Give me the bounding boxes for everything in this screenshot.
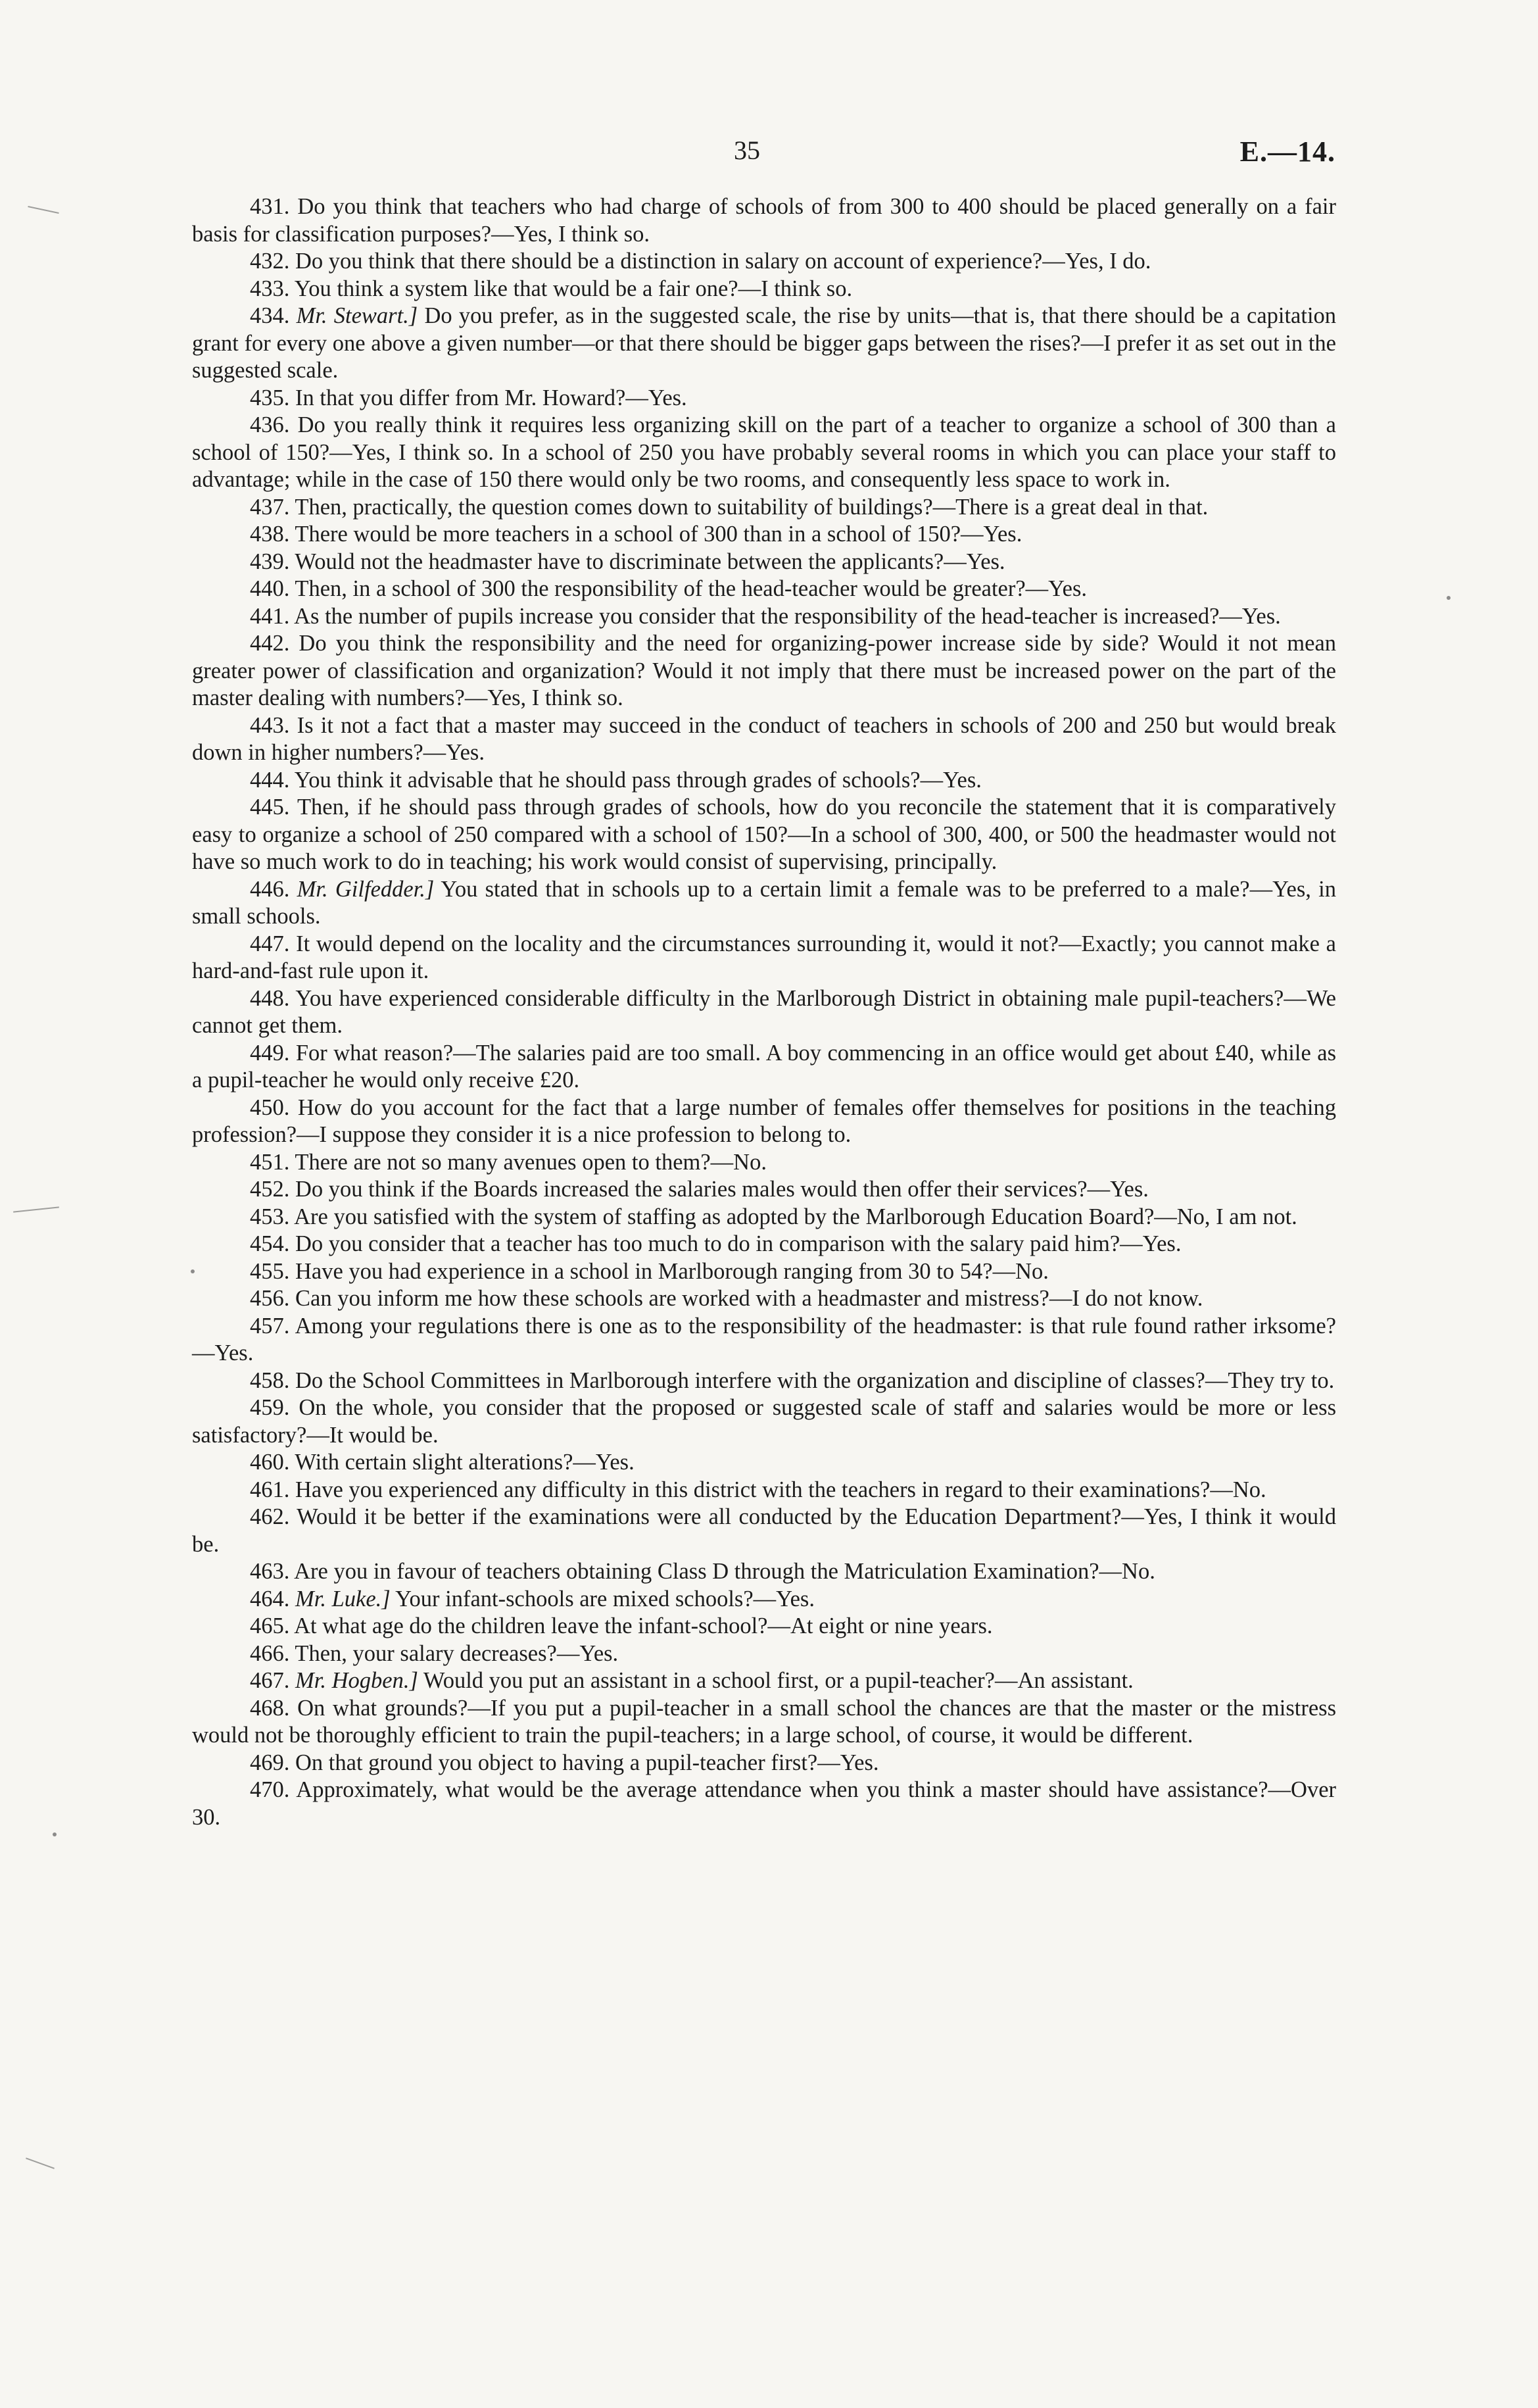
scan-speck [53,1832,57,1836]
question-number: 448. [250,985,290,1011]
question-answer-text: You think it advisable that he should pass through grades of schools?—Yes. [294,767,982,793]
question-number: 442. [250,631,290,656]
question-number: 432. [250,249,290,274]
question-number: 447. [250,931,290,956]
question-number: 443. [250,712,290,738]
question-number: 435. [250,385,290,410]
testimony-entry [192,1231,1336,1258]
question-number: 462. [250,1504,290,1529]
question-answer-text: As the number of pupils increase you consider that the responsibility of the head-teacher is increased?—Yes. [294,603,1281,629]
testimony-entry [192,1285,1336,1313]
page-number: 35 [734,135,760,165]
testimony-entry [192,630,1336,712]
testimony-entry [192,1777,1336,1831]
testimony-entry [192,985,1336,1040]
question-number: 437. [250,494,290,520]
question-number: 465. [250,1613,290,1638]
testimony-entry [192,385,1336,412]
question-answer-text: Would not the headmaster have to discriminate between the applicants?—Yes. [295,549,1005,574]
question-answer-text: There would be more teachers in a school of 300 than in a school of 150?—Yes. [295,522,1022,547]
question-answer-text: On what grounds?—If you put a pupil-teacher in a small school the chances are that the master or the mistress would not be thoroughly efficient to train the pupil-teachers; in a large school, of course, it would be different. [192,1695,1336,1748]
question-answer-text: Your infant-schools are mixed schools?—Yes. [395,1586,815,1611]
question-number: 458. [250,1367,290,1393]
question-number: 445. [250,795,290,820]
testimony-entry [192,1258,1336,1286]
testimony-body [192,193,1336,1831]
question-answer-text: On that ground you object to having a pupil-teacher first?—Yes. [295,1750,879,1775]
question-number: 438. [250,522,290,547]
question-answer-text: Do you consider that a teacher has too much to do in comparison with the salary paid him?—Yes. [295,1231,1182,1256]
testimony-entry [192,1367,1336,1395]
question-number: 464. [250,1586,290,1611]
testimony-entry [192,1094,1336,1149]
testimony-entry [192,603,1336,631]
testimony-entry [192,931,1336,985]
testimony-entry [192,193,1336,248]
question-number: 460. [250,1450,290,1475]
testimony-entry [192,1695,1336,1750]
question-number: 444. [250,767,290,793]
scan-speck [1447,596,1451,600]
testimony-entry [192,1313,1336,1367]
testimony-entry [192,303,1336,385]
document-reference: E.—14. [1239,135,1335,168]
question-answer-text: Have you had experience in a school in Marlborough ranging from 30 to 54?—No. [295,1258,1049,1284]
testimony-entry [192,494,1336,522]
question-number: 450. [250,1094,290,1120]
question-answer-text: Can you inform me how these schools are worked with a headmaster and mistress?—I do not know. [295,1286,1203,1311]
question-number: 455. [250,1258,290,1284]
question-number: 446. [250,876,290,902]
testimony-entry [192,412,1336,494]
question-answer-text: On the whole, you consider that the proposed or suggested scale of staff and salaries would be more or less satisfactory?—It would be. [192,1395,1337,1448]
question-answer-text: Then, in a school of 300 the responsibility of the head-teacher would be greater?—Yes. [295,576,1087,601]
question-answer-text: With certain slight alterations?—Yes. [295,1450,635,1475]
question-answer-text: At what age do the children leave the infant-school?—At eight or nine years. [294,1613,993,1638]
question-answer-text: Then, if he should pass through grades of schools, how do you reconcile the statement that it is comparatively easy to organize a school of 250 compared with a school of 150?—In a school of 300, 400, or 500 the headmaster would not have so much work to do in teaching; his work would consist of supervising, principally. [192,795,1336,874]
question-number: 463. [250,1559,290,1584]
testimony-entry [192,767,1336,795]
question-answer-text: Are you satisfied with the system of staffing as adopted by the Marlborough Education Board?—No, I am not. [294,1204,1297,1229]
question-answer-text: Do you think that teachers who had charge of schools of from 300 to 400 should be placed generally on a fair basis for classification purposes?—Yes, I think so. [192,194,1337,247]
question-number: 451. [250,1149,290,1175]
testimony-entry [192,576,1336,603]
testimony-entry [192,1640,1336,1668]
question-number: 459. [250,1395,290,1420]
speaker-name: Mr. Hogben.] [295,1668,418,1693]
question-number: 436. [250,412,290,437]
question-number: 452. [250,1177,290,1202]
testimony-entry [192,1667,1336,1695]
question-number: 456. [250,1286,290,1311]
question-number: 434. [250,303,290,328]
question-answer-text: Would it be better if the examinations were all conducted by the Education Department?—Yes, I think it would be. [192,1504,1336,1557]
question-number: 457. [250,1313,290,1339]
question-answer-text: For what reason?—The salaries paid are too small. A boy commencing in an office would get about £40, while as a pupil-teacher he would only receive £20. [192,1040,1336,1093]
question-answer-text: How do you account for the fact that a large number of females offer themselves for positions in the teaching profession?—I suppose they consider it is a nice profession to belong to. [192,1094,1337,1147]
testimony-entry [192,1477,1336,1504]
question-answer-text: There are not so many avenues open to them?—No. [295,1149,767,1175]
testimony-entry [192,876,1336,931]
question-number: 449. [250,1040,290,1066]
question-answer-text: Do the School Committees in Marlborough interfere with the organization and discipline of classes?—They try to. [295,1367,1335,1393]
question-number: 453. [250,1204,290,1229]
question-answer-text: Do you prefer, as in the suggested scale, the rise by units—that is, that there should be a capitation grant for every one above a given number—or that there should be bigger gaps between the rises?—I prefer it as set out in the suggested scale. [192,303,1337,383]
testimony-entry [192,1504,1336,1558]
testimony-entry [192,712,1336,767]
testimony-entry [192,1149,1336,1177]
question-answer-text: It would depend on the locality and the circumstances surrounding it, would it not?—Exactly; you cannot make a hard-and-fast rule upon it. [192,931,1336,983]
question-number: 469. [250,1750,290,1775]
page-header [0,135,1538,174]
margin-mark [28,206,59,214]
margin-mark [13,1206,59,1212]
question-answer-text: You think a system like that would be a fair one?—I think so. [294,276,853,301]
testimony-entry [192,1204,1336,1231]
testimony-entry [192,1558,1336,1586]
question-answer-text: Are you in favour of teachers obtaining Class D through the Matriculation Examination?—No. [294,1559,1155,1584]
margin-mark [26,2157,55,2169]
question-number: 468. [250,1695,290,1721]
question-answer-text: Is it not a fact that a master may succeed in the conduct of teachers in schools of 200 and 250 but would break down in higher numbers?—Yes. [192,712,1336,765]
question-answer-text: Do you think the responsibility and the need for organizing-power increase side by side? Would it not mean greater power of classification and organization? Would it not imply that there must be increased power on the part of the master dealing with numbers?—Yes, I think so. [192,631,1337,710]
question-number: 440. [250,576,290,601]
question-answer-text: Have you experienced any difficulty in this district with the teachers in regard to their examinations?—No. [295,1477,1266,1502]
testimony-entry [192,1176,1336,1204]
testimony-entry [192,248,1336,276]
question-answer-text: Do you think that there should be a distinction in salary on account of experience?—Yes, I do. [295,249,1151,274]
testimony-entry [192,1394,1336,1449]
question-answer-text: Approximately, what would be the average attendance when you think a master should have assistance?—Over 30. [192,1777,1336,1830]
question-number: 454. [250,1231,290,1256]
question-number: 433. [250,276,290,301]
question-number: 431. [250,194,290,219]
speaker-name: Mr. Luke.] [295,1586,391,1611]
question-number: 441. [250,603,290,629]
question-number: 467. [250,1668,290,1693]
testimony-entry [192,1586,1336,1613]
speaker-name: Mr. Gilfedder.] [297,876,435,902]
testimony-entry [192,521,1336,549]
testimony-entry [192,1449,1336,1477]
question-answer-text: Then, your salary decreases?—Yes. [295,1640,619,1666]
question-answer-text: You have experienced considerable difficulty in the Marlborough District in obtaining male pupil-teachers?—We cannot get them. [192,985,1336,1038]
question-answer-text: Would you put an assistant in a school first, or a pupil-teacher?—An assistant. [423,1668,1134,1693]
question-answer-text: In that you differ from Mr. Howard?—Yes. [295,385,687,410]
speaker-name: Mr. Stewart.] [296,303,418,328]
testimony-entry [192,794,1336,876]
testimony-entry [192,1040,1336,1094]
testimony-entry [192,549,1336,576]
question-answer-text: Do you really think it requires less organizing skill on the part of a teacher to organize a school of 300 than a school of 150?—Yes, I think so. In a school of 250 you have probably several rooms in which you can place your staff to advantage; while in the case of 150 there would only be two rooms, and consequently less space to work in. [192,412,1336,492]
testimony-entry [192,1613,1336,1640]
question-number: 470. [250,1777,290,1802]
question-answer-text: Then, practically, the question comes down to suitability of buildings?—There is a great deal in that. [295,494,1209,520]
testimony-entry [192,276,1336,303]
question-number: 461. [250,1477,290,1502]
testimony-entry [192,1750,1336,1777]
question-number: 466. [250,1640,290,1666]
question-answer-text: Among your regulations there is one as to the responsibility of the headmaster: is that rule found rather irksome?—Yes. [192,1313,1336,1365]
question-answer-text: You stated that in schools up to a certain limit a female was to be preferred to a male?—Yes, in small schools. [192,876,1336,929]
question-number: 439. [250,549,290,574]
question-answer-text: Do you think if the Boards increased the salaries males would then offer their services?—Yes. [295,1177,1149,1202]
